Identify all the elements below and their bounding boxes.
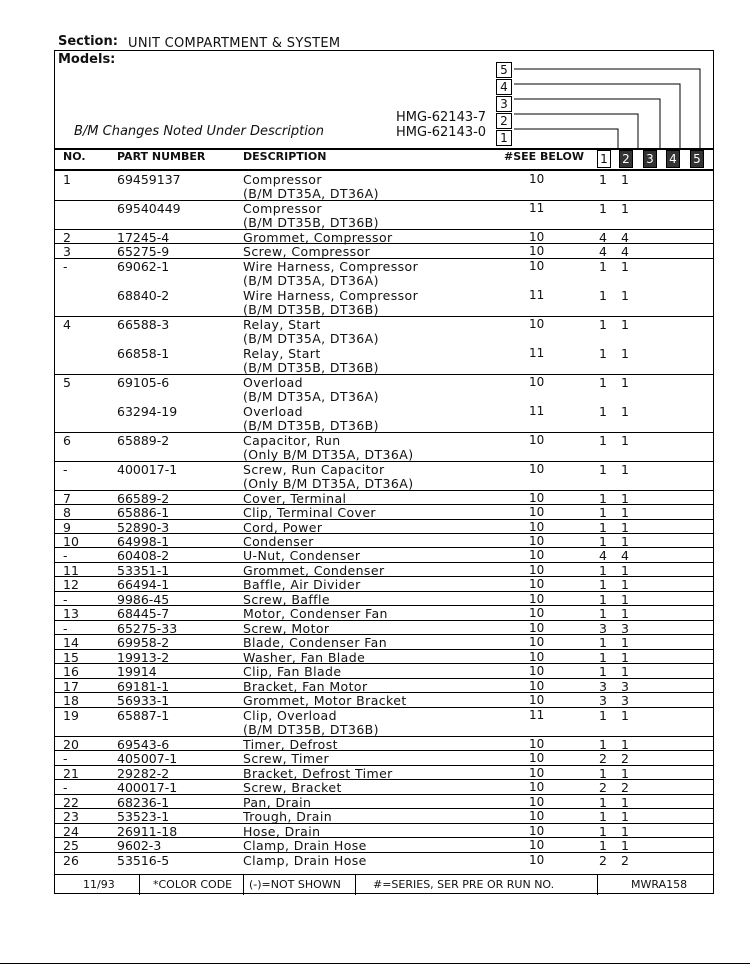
series-2-qty: 1: [621, 635, 629, 651]
see-below-value: 10: [529, 664, 545, 679]
column-header-part-number: PART NUMBER: [117, 150, 206, 163]
part-number: 68236-1: [117, 794, 170, 810]
footer-color-code: *COLOR CODE: [153, 878, 233, 891]
series-column-1: 1: [597, 150, 611, 168]
part-number: 63294-19: [117, 403, 178, 419]
see-below-value: 10: [529, 838, 545, 853]
part-number: 19914: [117, 664, 157, 680]
column-header-description: DESCRIPTION: [243, 150, 327, 163]
part-number: 19913-2: [117, 649, 170, 665]
part-description: Bracket, Fan Motor: [243, 678, 368, 694]
model-index-box: 4: [496, 79, 512, 95]
part-number: 53516-5: [117, 852, 170, 868]
see-below-value: 11: [529, 287, 545, 302]
model-name: HMG-62143-0: [396, 125, 487, 140]
item-number: 11: [63, 562, 79, 578]
header-bottom-rule: [55, 169, 713, 171]
part-description: Compressor: [243, 172, 322, 187]
series-1-qty: 1: [599, 519, 607, 535]
part-number: 53351-1: [117, 562, 170, 578]
part-description: Compressor: [243, 200, 322, 216]
part-description: Trough, Drain: [243, 809, 333, 825]
part-description: U-Nut, Condenser: [243, 548, 361, 564]
series-column-4: 4: [666, 150, 680, 168]
see-below-value: 10: [529, 548, 545, 563]
see-below-value: 10: [529, 780, 545, 795]
see-below-value: 10: [529, 823, 545, 838]
footer-not-shown: (-)=NOT SHOWN: [249, 878, 341, 891]
series-2-qty: 1: [621, 823, 629, 839]
series-1-qty: 1: [599, 707, 607, 723]
series-1-qty: 1: [599, 765, 607, 781]
footer-divider: [355, 875, 356, 895]
series-1-qty: 2: [599, 780, 607, 796]
see-below-value: 10: [529, 751, 545, 766]
part-description: Grommet, Motor Bracket: [243, 693, 407, 709]
footer-date: 11/93: [83, 878, 115, 891]
item-number: 19: [63, 707, 79, 723]
item-number: 24: [63, 823, 79, 839]
series-2-qty: 1: [621, 316, 629, 332]
item-number: 15: [63, 649, 79, 665]
part-description: (Only B/M DT35A, DT36A): [243, 476, 414, 492]
part-number: 66494-1: [117, 577, 170, 593]
series-2-qty: 1: [621, 490, 629, 506]
footer-page-code: MWRA158: [631, 878, 688, 891]
series-1-qty: 1: [599, 432, 607, 448]
series-1-qty: 1: [599, 736, 607, 752]
series-2-qty: 1: [621, 794, 629, 810]
see-below-value: 10: [529, 794, 545, 809]
part-number: 69543-6: [117, 736, 170, 752]
section-title: UNIT COMPARTMENT & SYSTEM: [128, 36, 341, 51]
series-2-qty: 1: [621, 649, 629, 665]
part-description: Relay, Start: [243, 345, 321, 361]
item-number: -: [63, 780, 68, 796]
part-description: Screw, Bracket: [243, 780, 342, 796]
series-2-qty: 2: [621, 852, 629, 868]
series-1-qty: 1: [599, 505, 607, 521]
part-number: 64998-1: [117, 534, 170, 549]
series-1-qty: 3: [599, 620, 607, 636]
item-number: 2: [63, 229, 71, 245]
section-label: Section:: [58, 34, 118, 49]
series-1-qty: 1: [599, 403, 607, 419]
part-number: 26911-18: [117, 823, 178, 839]
part-number: 68840-2: [117, 287, 170, 303]
series-1-qty: 1: [599, 635, 607, 651]
series-2-qty: 1: [621, 461, 629, 477]
part-number: 66858-1: [117, 345, 170, 361]
series-2-qty: 1: [621, 534, 629, 549]
part-number: 405007-1: [117, 751, 178, 767]
item-number: 25: [63, 838, 79, 854]
series-2-qty: 1: [621, 287, 629, 303]
see-below-value: 10: [529, 490, 545, 505]
see-below-value: 10: [529, 577, 545, 592]
part-description: Timer, Defrost: [243, 736, 338, 752]
part-number: 65275-33: [117, 620, 178, 636]
part-description: (B/M DT35A, DT36A): [243, 273, 379, 289]
item-number: -: [63, 591, 68, 607]
see-below-value: 10: [529, 562, 545, 577]
see-below-value: 10: [529, 374, 545, 389]
series-1-qty: 1: [599, 345, 607, 361]
see-below-value: 10: [529, 809, 545, 824]
item-number: 14: [63, 635, 79, 651]
item-number: 23: [63, 809, 79, 825]
footer: [55, 874, 713, 895]
see-below-value: 10: [529, 229, 545, 244]
see-below-value: 10: [529, 316, 545, 331]
see-below-value: 10: [529, 258, 545, 273]
see-below-value: 10: [529, 591, 545, 606]
series-2-qty: 4: [621, 244, 629, 260]
part-number: 69958-2: [117, 635, 170, 651]
see-below-value: 11: [529, 345, 545, 360]
series-1-qty: 1: [599, 606, 607, 622]
part-number: 52890-3: [117, 519, 170, 535]
part-number: 66589-2: [117, 490, 170, 506]
series-2-qty: 1: [621, 345, 629, 361]
item-number: 7: [63, 490, 71, 506]
see-below-value: 10: [529, 519, 545, 534]
part-number: 29282-2: [117, 765, 170, 781]
series-1-qty: 3: [599, 693, 607, 709]
series-1-qty: 1: [599, 374, 607, 390]
part-number: 65889-2: [117, 432, 170, 448]
series-2-qty: 1: [621, 432, 629, 448]
series-2-qty: 1: [621, 374, 629, 390]
series-1-qty: 1: [599, 490, 607, 506]
part-number: 69062-1: [117, 258, 170, 274]
see-below-value: 10: [529, 461, 545, 476]
part-description: Motor, Condenser Fan: [243, 606, 388, 622]
footer-divider: [139, 875, 140, 895]
part-number: 69105-6: [117, 374, 170, 390]
part-number: 66588-3: [117, 316, 170, 332]
item-number: 9: [63, 519, 71, 535]
series-1-qty: 1: [599, 534, 607, 549]
see-below-value: 10: [529, 620, 545, 635]
item-number: 20: [63, 736, 79, 752]
see-below-value: 11: [529, 403, 545, 418]
series-1-qty: 1: [599, 200, 607, 216]
series-1-qty: 1: [599, 316, 607, 332]
part-number: 65886-1: [117, 505, 170, 521]
series-1-qty: 1: [599, 838, 607, 854]
item-number: 5: [63, 374, 71, 390]
item-number: 3: [63, 244, 71, 260]
series-2-qty: 1: [621, 838, 629, 854]
series-1-qty: 2: [599, 852, 607, 868]
see-below-value: 11: [529, 200, 545, 215]
item-number: -: [63, 751, 68, 767]
series-2-qty: 1: [621, 591, 629, 607]
see-below-value: 10: [529, 172, 545, 186]
see-below-value: 10: [529, 432, 545, 447]
item-number: 1: [63, 172, 71, 187]
series-1-qty: 1: [599, 258, 607, 274]
series-1-qty: 1: [599, 591, 607, 607]
model-index-box: 1: [496, 130, 512, 146]
part-description: Clip, Terminal Cover: [243, 505, 376, 521]
part-description: Relay, Start: [243, 316, 321, 332]
part-description: Screw, Compressor: [243, 244, 371, 260]
series-1-qty: 2: [599, 751, 607, 767]
see-below-value: 10: [529, 635, 545, 650]
part-description: Grommet, Condenser: [243, 562, 385, 578]
part-description: (B/M DT35B, DT36B): [243, 418, 379, 434]
part-number: 69459137: [117, 172, 181, 187]
series-1-qty: 3: [599, 678, 607, 694]
part-description: Screw, Run Capacitor: [243, 461, 385, 477]
series-2-qty: 1: [621, 736, 629, 752]
item-number: -: [63, 620, 68, 636]
part-number: 60408-2: [117, 548, 170, 564]
model-name: HMG-62143-7: [396, 110, 487, 125]
see-below-value: 10: [529, 678, 545, 693]
series-2-qty: 4: [621, 229, 629, 245]
series-column-5: 5: [690, 150, 704, 168]
series-2-qty: 2: [621, 780, 629, 796]
part-number: 69540449: [117, 200, 181, 216]
part-description: Overload: [243, 403, 303, 419]
part-description: (B/M DT35A, DT36A): [243, 331, 379, 347]
part-description: Grommet, Compressor: [243, 229, 393, 245]
footer-divider: [597, 875, 598, 895]
bm-changes-note: B/M Changes Noted Under Description: [74, 124, 325, 139]
series-1-qty: 1: [599, 287, 607, 303]
series-2-qty: 2: [621, 751, 629, 767]
part-description: (B/M DT35B, DT36B): [243, 302, 379, 318]
part-description: (B/M DT35B, DT36B): [243, 722, 379, 738]
series-1-qty: 1: [599, 577, 607, 593]
series-1-qty: 1: [599, 664, 607, 680]
item-number: 4: [63, 316, 71, 332]
series-2-qty: 4: [621, 548, 629, 564]
model-index-box: 5: [496, 62, 512, 78]
series-1-qty: 1: [599, 649, 607, 665]
part-number: 65275-9: [117, 244, 170, 260]
part-number: 400017-1: [117, 780, 178, 796]
column-header-see-below: #SEE BELOW: [504, 150, 584, 163]
item-number: 12: [63, 577, 79, 593]
see-below-value: 10: [529, 765, 545, 780]
item-number: -: [63, 461, 68, 477]
part-description: Blade, Condenser Fan: [243, 635, 388, 651]
model-index-box: 2: [496, 113, 512, 129]
see-below-value: 10: [529, 505, 545, 520]
part-description: Clip, Overload: [243, 707, 337, 723]
series-1-qty: 1: [599, 562, 607, 578]
series-2-qty: 1: [621, 606, 629, 622]
series-2-qty: 1: [621, 562, 629, 578]
part-description: Condenser: [243, 534, 314, 549]
part-number: 9602-3: [117, 838, 162, 854]
series-column-2: 2: [619, 150, 633, 168]
part-description: (B/M DT35B, DT36B): [243, 360, 379, 376]
series-2-qty: 1: [621, 505, 629, 521]
part-number: 69181-1: [117, 678, 170, 694]
part-description: Pan, Drain: [243, 794, 312, 810]
series-1-qty: 1: [599, 461, 607, 477]
part-description: Wire Harness, Compressor: [243, 287, 419, 303]
item-number: 8: [63, 505, 71, 521]
series-1-qty: 1: [599, 809, 607, 825]
part-number: 56933-1: [117, 693, 170, 709]
part-number: 9986-45: [117, 591, 170, 607]
column-header-no: NO.: [63, 150, 86, 163]
part-number: 53523-1: [117, 809, 170, 825]
item-number: 10: [63, 534, 79, 549]
item-number: 6: [63, 432, 71, 448]
part-description: Cord, Power: [243, 519, 323, 535]
part-description: Baffle, Air Divider: [243, 577, 361, 593]
series-2-qty: 1: [621, 200, 629, 216]
series-2-qty: 1: [621, 577, 629, 593]
part-description: Screw, Motor: [243, 620, 330, 636]
part-description: Clip, Fan Blade: [243, 664, 342, 680]
part-number: 400017-1: [117, 461, 178, 477]
item-number: 21: [63, 765, 79, 781]
part-description: Wire Harness, Compressor: [243, 258, 419, 274]
part-description: Hose, Drain: [243, 823, 321, 839]
item-number: -: [63, 548, 68, 564]
series-1-qty: 1: [599, 172, 607, 187]
see-below-value: 10: [529, 534, 545, 548]
series-2-qty: 3: [621, 678, 629, 694]
models-label: Models:: [58, 52, 116, 67]
series-1-qty: 4: [599, 229, 607, 245]
series-2-qty: 1: [621, 403, 629, 419]
model-connector-lines: [510, 60, 710, 152]
part-description: Clamp, Drain Hose: [243, 838, 367, 854]
part-description: Washer, Fan Blade: [243, 649, 366, 665]
part-description: (B/M DT35B, DT36B): [243, 215, 379, 231]
part-description: Bracket, Defrost Timer: [243, 765, 393, 781]
part-description: (B/M DT35A, DT36A): [243, 186, 379, 202]
part-number: 65887-1: [117, 707, 170, 723]
series-column-3: 3: [643, 150, 657, 168]
see-below-value: 10: [529, 649, 545, 664]
series-1-qty: 4: [599, 244, 607, 260]
part-description: Capacitor, Run: [243, 432, 341, 448]
see-below-value: 10: [529, 693, 545, 708]
series-2-qty: 1: [621, 519, 629, 535]
see-below-value: 10: [529, 606, 545, 621]
series-1-qty: 4: [599, 548, 607, 564]
series-2-qty: 3: [621, 693, 629, 709]
footer-series-legend: #=SERIES, SER PRE OR RUN NO.: [373, 878, 555, 891]
see-below-value: 10: [529, 852, 545, 867]
series-2-qty: 1: [621, 809, 629, 825]
part-description: Screw, Baffle: [243, 591, 330, 607]
item-number: 22: [63, 794, 79, 810]
series-2-qty: 3: [621, 620, 629, 636]
series-2-qty: 1: [621, 664, 629, 680]
item-number: 13: [63, 606, 79, 622]
item-number: 26: [63, 852, 79, 868]
series-2-qty: 1: [621, 765, 629, 781]
see-below-value: 10: [529, 736, 545, 751]
part-description: Clamp, Drain Hose: [243, 852, 367, 868]
item-number: -: [63, 258, 68, 274]
series-2-qty: 1: [621, 707, 629, 723]
item-number: 16: [63, 664, 79, 680]
footer-divider: [243, 875, 244, 895]
series-1-qty: 1: [599, 823, 607, 839]
see-below-value: 11: [529, 707, 545, 722]
model-index-box: 3: [496, 96, 512, 112]
part-description: (Only B/M DT35A, DT36A): [243, 447, 414, 463]
part-description: Cover, Terminal: [243, 490, 347, 506]
series-2-qty: 1: [621, 258, 629, 274]
item-number: 18: [63, 693, 79, 709]
part-description: Screw, Timer: [243, 751, 330, 767]
see-below-value: 10: [529, 244, 545, 259]
series-2-qty: 1: [621, 172, 629, 187]
part-number: 17245-4: [117, 229, 170, 245]
series-1-qty: 1: [599, 794, 607, 810]
part-number: 68445-7: [117, 606, 170, 622]
page-bottom-rule: [0, 963, 750, 964]
part-description: (B/M DT35A, DT36A): [243, 389, 379, 405]
part-description: Overload: [243, 374, 303, 390]
item-number: 17: [63, 678, 79, 694]
